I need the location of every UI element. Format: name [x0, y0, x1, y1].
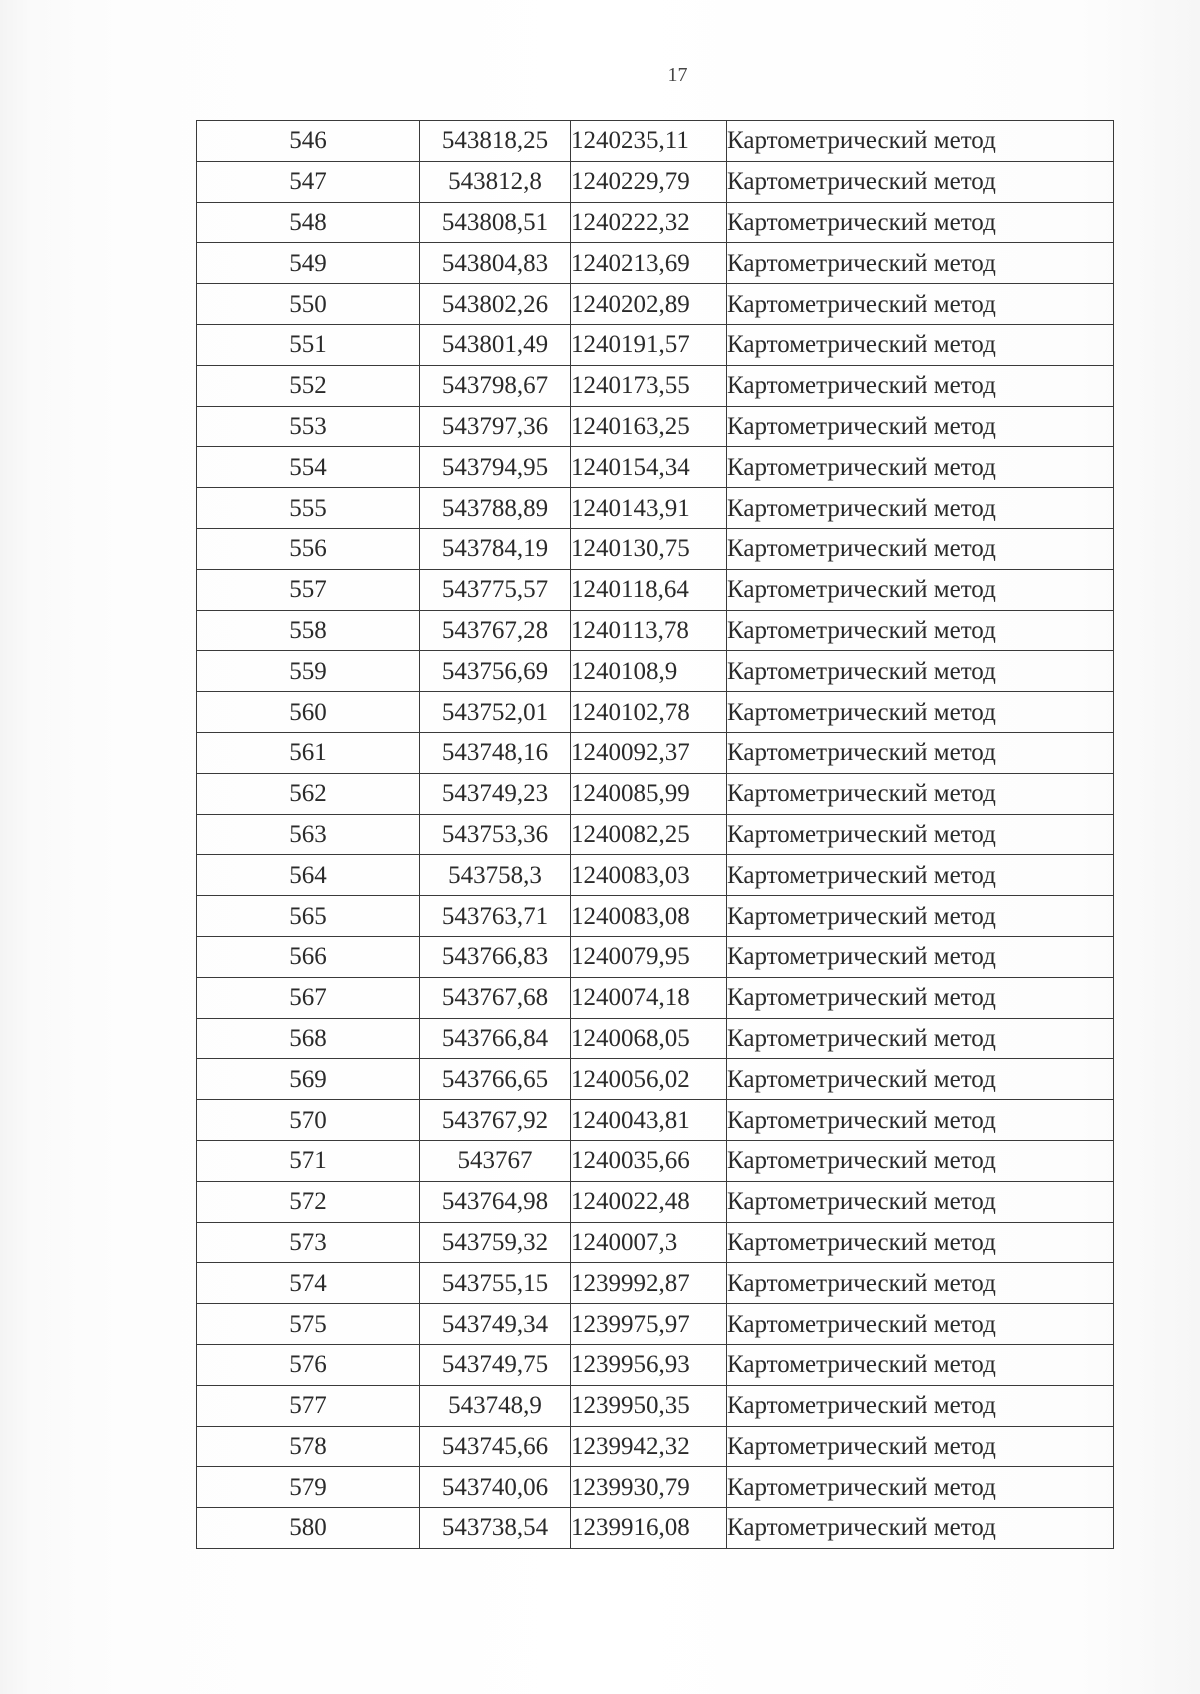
table-row	[197, 977, 1114, 1018]
x-coordinate-cell: 543764,98	[420, 1181, 571, 1222]
method-cell: Картометрический метод	[727, 202, 1114, 243]
y-coordinate-cell: 1240108,9	[571, 651, 727, 692]
table-row	[197, 488, 1114, 529]
table-row	[197, 1344, 1114, 1385]
y-coordinate-cell: 1240222,32	[571, 202, 727, 243]
table-row	[197, 896, 1114, 937]
method-cell: Картометрический метод	[727, 243, 1114, 284]
table-row	[197, 1263, 1114, 1304]
coordinates-table	[196, 120, 1114, 1549]
point-number-cell: 558	[197, 610, 420, 651]
point-number-cell: 548	[197, 202, 420, 243]
method-cell: Картометрический метод	[727, 814, 1114, 855]
y-coordinate-cell: 1240007,3	[571, 1222, 727, 1263]
table-row	[197, 1222, 1114, 1263]
table-row	[197, 528, 1114, 569]
table-row	[197, 651, 1114, 692]
x-coordinate-cell: 543766,83	[420, 936, 571, 977]
table-row	[197, 1140, 1114, 1181]
y-coordinate-cell: 1240154,34	[571, 447, 727, 488]
point-number-cell: 562	[197, 773, 420, 814]
y-coordinate-cell: 1240056,02	[571, 1059, 727, 1100]
x-coordinate-cell: 543738,54	[420, 1508, 571, 1549]
table-row	[197, 406, 1114, 447]
point-number-cell: 565	[197, 896, 420, 937]
method-cell: Картометрический метод	[727, 528, 1114, 569]
point-number-cell: 567	[197, 977, 420, 1018]
y-coordinate-cell: 1240229,79	[571, 161, 727, 202]
table-row	[197, 121, 1114, 162]
method-cell: Картометрический метод	[727, 896, 1114, 937]
x-coordinate-cell: 543784,19	[420, 528, 571, 569]
x-coordinate-cell: 543766,84	[420, 1018, 571, 1059]
x-coordinate-cell: 543797,36	[420, 406, 571, 447]
table-row	[197, 447, 1114, 488]
y-coordinate-cell: 1240163,25	[571, 406, 727, 447]
table-row	[197, 284, 1114, 325]
method-cell: Картометрический метод	[727, 732, 1114, 773]
method-cell: Картометрический метод	[727, 855, 1114, 896]
method-cell: Картометрический метод	[727, 488, 1114, 529]
table-row	[197, 1304, 1114, 1345]
table-row	[197, 324, 1114, 365]
y-coordinate-cell: 1239975,97	[571, 1304, 727, 1345]
x-coordinate-cell: 543804,83	[420, 243, 571, 284]
point-number-cell: 554	[197, 447, 420, 488]
x-coordinate-cell: 543749,34	[420, 1304, 571, 1345]
table-row	[197, 1508, 1114, 1549]
point-number-cell: 572	[197, 1181, 420, 1222]
x-coordinate-cell: 543753,36	[420, 814, 571, 855]
y-coordinate-cell: 1239956,93	[571, 1344, 727, 1385]
table-row	[197, 1100, 1114, 1141]
y-coordinate-cell: 1240085,99	[571, 773, 727, 814]
y-coordinate-cell: 1240113,78	[571, 610, 727, 651]
y-coordinate-cell: 1239950,35	[571, 1385, 727, 1426]
method-cell: Картометрический метод	[727, 406, 1114, 447]
method-cell: Картометрический метод	[727, 324, 1114, 365]
point-number-cell: 552	[197, 365, 420, 406]
x-coordinate-cell: 543748,9	[420, 1385, 571, 1426]
x-coordinate-cell: 543745,66	[420, 1426, 571, 1467]
method-cell: Картометрический метод	[727, 1385, 1114, 1426]
table-row	[197, 610, 1114, 651]
x-coordinate-cell: 543756,69	[420, 651, 571, 692]
y-coordinate-cell: 1240043,81	[571, 1100, 727, 1141]
method-cell: Картометрический метод	[727, 1222, 1114, 1263]
point-number-cell: 549	[197, 243, 420, 284]
x-coordinate-cell: 543759,32	[420, 1222, 571, 1263]
y-coordinate-cell: 1240092,37	[571, 732, 727, 773]
method-cell: Картометрический метод	[727, 569, 1114, 610]
y-coordinate-cell: 1240191,57	[571, 324, 727, 365]
method-cell: Картометрический метод	[727, 651, 1114, 692]
x-coordinate-cell: 543794,95	[420, 447, 571, 488]
method-cell: Картометрический метод	[727, 936, 1114, 977]
method-cell: Картометрический метод	[727, 692, 1114, 733]
point-number-cell: 578	[197, 1426, 420, 1467]
table-row	[197, 365, 1114, 406]
method-cell: Картометрический метод	[727, 773, 1114, 814]
table-row	[197, 855, 1114, 896]
x-coordinate-cell: 543752,01	[420, 692, 571, 733]
y-coordinate-cell: 1239916,08	[571, 1508, 727, 1549]
point-number-cell: 553	[197, 406, 420, 447]
method-cell: Картометрический метод	[727, 1344, 1114, 1385]
point-number-cell: 569	[197, 1059, 420, 1100]
table-row	[197, 1426, 1114, 1467]
table-row	[197, 692, 1114, 733]
y-coordinate-cell: 1240074,18	[571, 977, 727, 1018]
y-coordinate-cell: 1239992,87	[571, 1263, 727, 1304]
x-coordinate-cell: 543802,26	[420, 284, 571, 325]
x-coordinate-cell: 543812,8	[420, 161, 571, 202]
point-number-cell: 559	[197, 651, 420, 692]
method-cell: Картометрический метод	[727, 1181, 1114, 1222]
x-coordinate-cell: 543798,67	[420, 365, 571, 406]
method-cell: Картометрический метод	[727, 610, 1114, 651]
point-number-cell: 573	[197, 1222, 420, 1263]
table-row	[197, 1059, 1114, 1100]
method-cell: Картометрический метод	[727, 365, 1114, 406]
table-row	[197, 773, 1114, 814]
point-number-cell: 575	[197, 1304, 420, 1345]
point-number-cell: 550	[197, 284, 420, 325]
y-coordinate-cell: 1240118,64	[571, 569, 727, 610]
method-cell: Картометрический метод	[727, 1263, 1114, 1304]
point-number-cell: 576	[197, 1344, 420, 1385]
y-coordinate-cell: 1240079,95	[571, 936, 727, 977]
method-cell: Картометрический метод	[727, 1100, 1114, 1141]
y-coordinate-cell: 1240202,89	[571, 284, 727, 325]
y-coordinate-cell: 1240068,05	[571, 1018, 727, 1059]
table-row	[197, 161, 1114, 202]
page-number: 17	[667, 64, 688, 86]
point-number-cell: 547	[197, 161, 420, 202]
method-cell: Картометрический метод	[727, 1467, 1114, 1508]
x-coordinate-cell: 543758,3	[420, 855, 571, 896]
method-cell: Картометрический метод	[727, 977, 1114, 1018]
x-coordinate-cell: 543775,57	[420, 569, 571, 610]
x-coordinate-cell: 543749,75	[420, 1344, 571, 1385]
x-coordinate-cell: 543749,23	[420, 773, 571, 814]
table-row	[197, 202, 1114, 243]
method-cell: Картометрический метод	[727, 1508, 1114, 1549]
method-cell: Картометрический метод	[727, 1426, 1114, 1467]
point-number-cell: 571	[197, 1140, 420, 1181]
y-coordinate-cell: 1240083,03	[571, 855, 727, 896]
y-coordinate-cell: 1239930,79	[571, 1467, 727, 1508]
x-coordinate-cell: 543767,28	[420, 610, 571, 651]
x-coordinate-cell: 543763,71	[420, 896, 571, 937]
table-row	[197, 1018, 1114, 1059]
table-row	[197, 814, 1114, 855]
y-coordinate-cell: 1240102,78	[571, 692, 727, 733]
y-coordinate-cell: 1240213,69	[571, 243, 727, 284]
method-cell: Картометрический метод	[727, 1018, 1114, 1059]
point-number-cell: 546	[197, 121, 420, 162]
y-coordinate-cell: 1240130,75	[571, 528, 727, 569]
method-cell: Картометрический метод	[727, 1304, 1114, 1345]
x-coordinate-cell: 543808,51	[420, 202, 571, 243]
x-coordinate-cell: 543766,65	[420, 1059, 571, 1100]
point-number-cell: 574	[197, 1263, 420, 1304]
table-row	[197, 1385, 1114, 1426]
x-coordinate-cell: 543767,68	[420, 977, 571, 1018]
point-number-cell: 564	[197, 855, 420, 896]
point-number-cell: 579	[197, 1467, 420, 1508]
point-number-cell: 568	[197, 1018, 420, 1059]
table-body	[197, 121, 1114, 1549]
x-coordinate-cell: 543767,92	[420, 1100, 571, 1141]
method-cell: Картометрический метод	[727, 1140, 1114, 1181]
point-number-cell: 566	[197, 936, 420, 977]
point-number-cell: 551	[197, 324, 420, 365]
y-coordinate-cell: 1240173,55	[571, 365, 727, 406]
table-row	[197, 936, 1114, 977]
point-number-cell: 570	[197, 1100, 420, 1141]
y-coordinate-cell: 1240235,11	[571, 121, 727, 162]
point-number-cell: 563	[197, 814, 420, 855]
table-row	[197, 1181, 1114, 1222]
x-coordinate-cell: 543788,89	[420, 488, 571, 529]
point-number-cell: 561	[197, 732, 420, 773]
x-coordinate-cell: 543818,25	[420, 121, 571, 162]
table-row	[197, 1467, 1114, 1508]
table-row	[197, 732, 1114, 773]
point-number-cell: 560	[197, 692, 420, 733]
method-cell: Картометрический метод	[727, 284, 1114, 325]
table-row	[197, 569, 1114, 610]
x-coordinate-cell: 543767	[420, 1140, 571, 1181]
method-cell: Картометрический метод	[727, 121, 1114, 162]
y-coordinate-cell: 1240143,91	[571, 488, 727, 529]
x-coordinate-cell: 543755,15	[420, 1263, 571, 1304]
method-cell: Картометрический метод	[727, 1059, 1114, 1100]
y-coordinate-cell: 1240022,48	[571, 1181, 727, 1222]
x-coordinate-cell: 543748,16	[420, 732, 571, 773]
y-coordinate-cell: 1240083,08	[571, 896, 727, 937]
point-number-cell: 580	[197, 1508, 420, 1549]
y-coordinate-cell: 1239942,32	[571, 1426, 727, 1467]
point-number-cell: 556	[197, 528, 420, 569]
x-coordinate-cell: 543740,06	[420, 1467, 571, 1508]
point-number-cell: 555	[197, 488, 420, 529]
method-cell: Картометрический метод	[727, 161, 1114, 202]
table-row	[197, 243, 1114, 284]
y-coordinate-cell: 1240035,66	[571, 1140, 727, 1181]
y-coordinate-cell: 1240082,25	[571, 814, 727, 855]
point-number-cell: 577	[197, 1385, 420, 1426]
point-number-cell: 557	[197, 569, 420, 610]
x-coordinate-cell: 543801,49	[420, 324, 571, 365]
method-cell: Картометрический метод	[727, 447, 1114, 488]
